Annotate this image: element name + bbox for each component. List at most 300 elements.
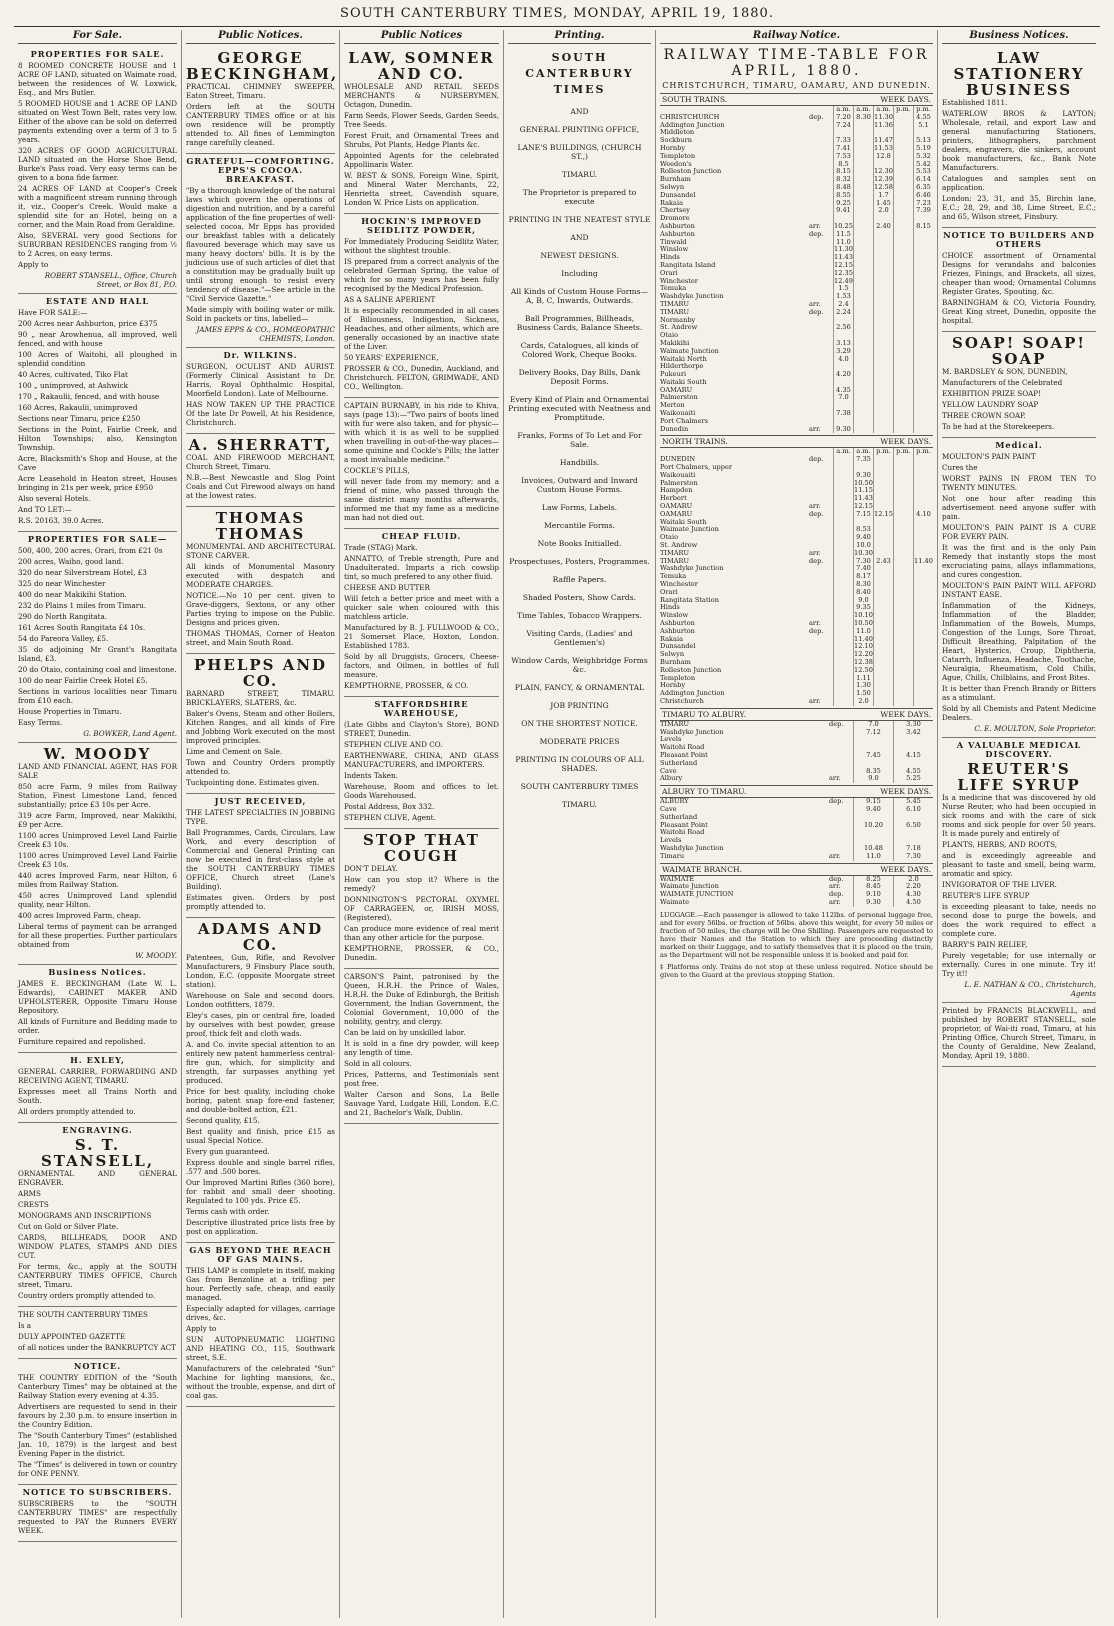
advertisement xyxy=(186,918,335,1243)
ad-paragraph: Forest Fruit, and Ornamental Trees and Shrubs, Pot Plants, Hedge Plants &c. xyxy=(344,131,499,149)
timetable-cell xyxy=(809,589,833,597)
timetable-cell: 1.11 xyxy=(853,675,873,683)
timetable-header-cell: p.m. xyxy=(873,448,893,456)
timetable-cell xyxy=(893,161,913,169)
timetable-cell xyxy=(893,285,913,293)
ad-paragraph: W. BEST & SONS, Foreign Wine, Spirit, and Mineral Water Merchants, 22, Henrietta street, Cavendish square, London W. Price Lists on application. xyxy=(344,171,499,207)
ad-paragraph: SUBSCRIBERS to the "SOUTH CANTERBURY TIMES" are respectfully requested to PAY the Runners EVERY WEEK. xyxy=(18,1499,177,1535)
timetable-cell: 5.19 xyxy=(913,145,933,153)
timetable-cell xyxy=(893,301,913,309)
section-days: WEEK DAYS. xyxy=(880,95,931,104)
ad-paragraph: 8 ROOMED CONCRETE HOUSE and 1 ACRE OF LAND, situated on Waimate road, between the residences of W. Loxwick, Esq., and Mrs Butler. xyxy=(18,61,177,97)
timetable-cell xyxy=(809,122,833,130)
timetable-cell xyxy=(893,667,913,675)
ad-display-name: STOP THAT COUGH xyxy=(363,831,480,865)
ad-heading: GRATEFUL—COMFORTING. EPPS'S COCOA. BREAKFAST. xyxy=(186,156,335,184)
ad-paragraph: Easy Terms. xyxy=(18,718,63,727)
column-heading: Business Notices. xyxy=(942,30,1096,44)
ad-heading: A VALUABLE MEDICAL DISCOVERY. xyxy=(956,740,1082,759)
timetable-cell xyxy=(809,526,833,534)
timetable-cell xyxy=(853,278,873,286)
timetable-cell xyxy=(873,340,893,348)
timetable-cell xyxy=(853,200,873,208)
ad-heading: JUST RECEIVED, xyxy=(214,796,307,806)
timetable-cell: 2.56 xyxy=(833,324,853,332)
ad-paragraph: For terms, &c., apply at the SOUTH CANTERBURY TIMES OFFICE, Church street, Timaru. xyxy=(18,1262,177,1289)
timetable-cell xyxy=(853,285,873,293)
ad-paragraph: 20 do Otaio, containing coal and limestone. xyxy=(18,665,177,674)
timetable-cell xyxy=(809,565,833,573)
advertisement xyxy=(942,228,1096,332)
ad-paragraph: THOMAS THOMAS, Corner of Heaton street, and Main South Road. xyxy=(186,629,335,647)
ad-signature: G. BOWKER, Land Agent. xyxy=(83,729,177,738)
ad-paragraph: "By a thorough knowledge of the natural laws which govern the operations of digestion and nutrition, and by a careful application of the fine properties of well-selected cocoa, Mr Epps has provided our breakfast tables with a delicately flavoured beverage which may save us many heavy doctors' bills. It is by the judicious use of such articles of diet that a constitution may be gradually built up until strong enough to resist every tendency of disease."—See article in the "Civil Service Gazette." xyxy=(186,186,335,303)
station-name: Cave xyxy=(660,767,677,775)
ad-paragraph: DULY APPOINTED GAZETTE xyxy=(18,1332,126,1341)
timetable-cell xyxy=(853,145,873,153)
timetable-cell: 6.50 xyxy=(893,822,933,830)
ads-list xyxy=(942,47,1096,1067)
station-name: WAIMATE xyxy=(660,875,695,883)
timetable-cell: 11.43 xyxy=(854,495,873,503)
timetable-cell: dep. xyxy=(829,720,844,728)
timetable-cell xyxy=(833,604,853,612)
timetable-cell: 8.40 xyxy=(853,589,873,597)
timetable-cell xyxy=(853,293,873,301)
timetable-cell xyxy=(833,675,853,683)
timetable-cell xyxy=(809,495,833,503)
station-name: Selwyn xyxy=(660,183,685,191)
station-name: Addington Junction xyxy=(660,690,725,698)
section-days: WEEK DAYS. xyxy=(880,437,931,447)
timetable-cell xyxy=(893,659,913,667)
timetable-cell xyxy=(913,659,933,667)
timetable-cell xyxy=(809,293,833,301)
ad-heading: ESTATE AND HALL xyxy=(45,296,150,306)
timetable-cell: 4.20 xyxy=(833,371,853,379)
timetable-cell: 7.41 xyxy=(833,145,853,153)
timetable-cell xyxy=(913,363,933,371)
ad-paragraph: Descriptive illustrated price lists free by post on application. xyxy=(186,1218,335,1236)
timetable-cell xyxy=(833,628,853,636)
timetable-cell xyxy=(913,340,933,348)
timetable-cell xyxy=(893,145,913,153)
timetable-cell xyxy=(913,270,933,278)
timetable-cell: 7.38 xyxy=(833,410,853,418)
station-name: Port Chalmers, upper xyxy=(660,464,732,472)
timetable-cell xyxy=(829,744,853,752)
timetable-cell: 9.35 xyxy=(853,604,873,612)
station-name: Temuka xyxy=(660,573,687,581)
station-name: Winchester xyxy=(660,277,698,285)
timetable-cell: 1.7 xyxy=(873,192,893,200)
timetable-cell xyxy=(873,387,893,395)
station-name: Ashburton xyxy=(660,627,695,635)
timetable-cell xyxy=(913,324,933,332)
ad-signature: JAMES EPPS & CO., HOMŒOPATHIC CHEMISTS, London. xyxy=(196,325,335,343)
column-railway xyxy=(656,30,938,1618)
timetable-cell: arr. xyxy=(809,697,821,705)
timetable-cell: arr. xyxy=(809,425,821,433)
timetable-cell xyxy=(913,698,933,706)
ad-paragraph: SUN AUTOPNEUMATIC LIGHTING AND HEATING CO., 115, Southwark street, S.E. xyxy=(186,1335,335,1362)
timetable-cell xyxy=(809,270,833,278)
timetable-cell: 2.40 xyxy=(873,223,893,231)
timetable-cell: 9.40 xyxy=(853,534,873,542)
ad-paragraph: CARSON'S Paint, patronised by the Queen, H.R.H. the Prince of Wales, H.R.H. the Duke of Edinburgh, the British Government, the Indian Government, the Colonial Government, 10,000 of the nobility, gentry, and clergy. xyxy=(344,972,499,1026)
printing-line: Window Cards, Weighbridge Forms &c. xyxy=(511,656,648,674)
timetable-cell xyxy=(893,114,913,122)
station-name: Rolleston Junction xyxy=(660,168,722,176)
timetable-header-cell: a.m. xyxy=(873,106,893,114)
timetable-cell xyxy=(809,682,833,690)
ad-paragraph: 5 ROOMED HOUSE and 1 ACRE OF LAND situated on West Town Belt, rates very low. Either of the above can be sold on deferred payments extending over a term of 3 to 5 years. xyxy=(18,99,177,144)
timetable-cell xyxy=(873,402,893,410)
section-days: WEEK DAYS. xyxy=(880,864,931,874)
timetable-cell: arr. xyxy=(809,549,821,557)
ad-paragraph: 100 „ unimproved, at Ashwick xyxy=(18,381,129,390)
timetable-cell xyxy=(893,628,913,636)
timetable-cell xyxy=(913,246,933,254)
column-heading: Printing. xyxy=(508,30,651,44)
timetable-cell xyxy=(833,550,853,558)
ad-paragraph: 90 „ near Arowhenua, all improved, well fenced, and with house xyxy=(18,330,177,348)
station-name: Dromore xyxy=(660,215,690,223)
timetable-cell xyxy=(873,410,893,418)
timetable-cell xyxy=(893,332,913,340)
ad-paragraph: 100 do near Fairlie Creek Hotel £5. xyxy=(18,676,148,685)
timetable-cell: 2.0 xyxy=(893,876,933,884)
timetable-cell xyxy=(809,145,833,153)
printing-line: Visiting Cards, (Ladies' and Gentlemen's) xyxy=(526,629,633,647)
timetable-cell xyxy=(833,558,853,566)
printing-line: PLAIN, FANCY, & ORNAMENTAL xyxy=(514,683,645,692)
station-name: Cave xyxy=(660,805,677,813)
ad-paragraph: PRACTICAL CHIMNEY SWEEPER, Eaton Street, Timaru. xyxy=(186,82,335,100)
timetable-cell: arr. xyxy=(809,503,821,511)
advertisement xyxy=(18,743,177,965)
timetable-cell: 9.30 xyxy=(853,899,893,907)
ad-paragraph: CHEESE AND BUTTER xyxy=(344,583,430,592)
advertisement xyxy=(942,738,1096,1003)
ad-paragraph: WORST PAINS IN FROM TEN TO TWENTY MINUTES. xyxy=(942,474,1096,492)
timetable-cell: 9.30 xyxy=(853,472,873,480)
timetable-cell xyxy=(809,597,833,605)
station-name: Timaru xyxy=(660,852,685,860)
timetable-cell xyxy=(809,200,833,208)
ad-paragraph: ARMS xyxy=(18,1189,41,1198)
timetable-cell: 7.24 xyxy=(833,122,853,130)
timetable-cell xyxy=(893,293,913,301)
timetable-cell xyxy=(829,752,853,760)
printing-line: Including xyxy=(561,269,598,278)
station-name: Washdyke Junction xyxy=(660,565,724,573)
ad-display-name: W. MOODY xyxy=(43,745,152,763)
ads-list xyxy=(344,47,499,1124)
timetable-cell: 12.38 xyxy=(854,658,873,666)
ad-paragraph: 100 Acres of Waitohi, all ploughed in splendid condition xyxy=(18,350,177,368)
printing-title: SOUTH CANTERBURY TIMES xyxy=(525,51,634,96)
ad-heading: H. EXLEY, xyxy=(70,1055,125,1065)
timetable-cell: 11.0 xyxy=(853,628,873,636)
timetable-cell xyxy=(809,207,833,215)
ad-heading: NOTICE. xyxy=(73,1361,122,1371)
timetable-cell xyxy=(833,363,853,371)
ad-paragraph: Have FOR SALE:— xyxy=(18,308,88,317)
timetable-cell xyxy=(913,426,933,434)
ad-paragraph: It is especially recommended in all cases of Biliousness, Indigestion, Sickness, Headaches, and other ailments, which are generally occasioned by an inactive state of the Liver. xyxy=(344,306,499,351)
ad-paragraph: It is sold in a fine dry powder, will keep any length of time. xyxy=(344,1039,499,1057)
ad-paragraph: All kinds of Furniture and Bedding made to order. xyxy=(18,1017,177,1035)
station-name: Albury xyxy=(660,775,683,783)
timetable-cell: 9.0 xyxy=(853,775,893,783)
timetable-cell xyxy=(873,426,893,434)
timetable-cell xyxy=(913,542,933,550)
timetable-cell: 1.5 xyxy=(833,285,853,293)
timetable-cell xyxy=(853,270,873,278)
station-name: Waitaki South xyxy=(660,518,707,526)
timetable-cell xyxy=(809,184,833,192)
timetable-cell xyxy=(873,254,893,262)
timetable-grid xyxy=(660,448,933,705)
timetable-cell xyxy=(893,246,913,254)
ad-signature: W. MOODY. xyxy=(135,951,177,960)
timetable-cell xyxy=(913,667,933,675)
ad-heading: NOTICE TO SUBSCRIBERS. xyxy=(22,1487,173,1497)
station-name: St. Andrew xyxy=(660,324,698,332)
ad-paragraph: CRESTS xyxy=(18,1200,49,1209)
station-name: Sutherland xyxy=(660,813,698,821)
timetable-cell: 8.25 xyxy=(853,876,893,884)
timetable-cell: 9.10 xyxy=(853,891,893,899)
timetable-cell xyxy=(809,324,833,332)
timetable-cell xyxy=(893,254,913,262)
station-name: WAIMATE JUNCTION xyxy=(660,891,734,899)
timetable-cell: dep. xyxy=(829,798,844,806)
timetable-cell xyxy=(913,581,933,589)
station-name: Washdyke Junction xyxy=(660,844,724,852)
advertisement xyxy=(186,434,335,507)
timetable-cell xyxy=(809,480,833,488)
timetable-cell xyxy=(873,589,893,597)
timetable-cell: dep. xyxy=(809,230,824,238)
station-name: Waimate xyxy=(660,898,689,906)
timetable-cell: 12.8 xyxy=(873,153,893,161)
station-name: Waimate Junction xyxy=(660,347,719,355)
timetable-cell xyxy=(893,207,913,215)
ad-paragraph: STEPHEN CLIVE AND CO. xyxy=(344,740,443,749)
timetable-cell xyxy=(873,620,893,628)
printing-line: AND xyxy=(570,107,589,116)
timetable-cell xyxy=(833,682,853,690)
timetable-cell xyxy=(809,690,833,698)
ad-display-name: LAW STATIONERY BUSINESS xyxy=(953,49,1085,99)
timetable-cell xyxy=(809,239,833,247)
advertisement xyxy=(942,438,1096,738)
timetable-cell: 12.58 xyxy=(874,183,893,191)
timetable-header-cell: a.m. xyxy=(853,106,873,114)
station-name: Hampden xyxy=(660,487,693,495)
timetable-cell xyxy=(809,581,833,589)
timetable-header-cell: p.m. xyxy=(893,448,913,456)
ad-paragraph: To be had at the Storekeepers. xyxy=(942,422,1055,431)
timetable-cell xyxy=(829,829,853,837)
station-name: Hornby xyxy=(660,682,686,690)
ad-paragraph: Established 1811. xyxy=(942,98,1008,107)
timetable-cell xyxy=(913,317,933,325)
timetable-header-cell xyxy=(809,448,833,456)
timetable-cell xyxy=(873,293,893,301)
ad-paragraph: MONOGRAMS AND INSCRIPTIONS xyxy=(18,1211,152,1220)
timetable-cell: 6.35 xyxy=(913,184,933,192)
timetable-cell: 4.10 xyxy=(913,511,933,519)
timetable-cell xyxy=(893,278,913,286)
timetable-cell xyxy=(833,589,853,597)
timetable-cell xyxy=(873,675,893,683)
ad-paragraph: 24 ACRES OF LAND at Cooper's Creek with a magnificent stream running through it, viz., Cooper's Creek. Would make a splendid site for an Hotel, being on a corner, and the Main Road from Geraldine. xyxy=(18,184,177,229)
timetable-cell xyxy=(913,371,933,379)
timetable-cell xyxy=(873,573,893,581)
ad-paragraph: The "South Canterbury Times" (established Jan. 10, 1879) is the largest and best Evening Paper in the district. xyxy=(18,1431,177,1458)
ad-paragraph: Estimates given. Orders by post promptly attended to. xyxy=(186,893,335,911)
printing-line: TIMARU. xyxy=(561,800,598,809)
timetable-cell: 9.15 xyxy=(853,798,893,806)
timetable-cell: 8.45 xyxy=(853,883,893,891)
ad-paragraph: AS A SALINE APERIENT xyxy=(344,295,436,304)
ad-paragraph: Country orders promptly attended to. xyxy=(18,1291,156,1300)
ad-paragraph: Best quality and finish, price £15 as usual Special Notice. xyxy=(186,1127,335,1145)
timetable-cell xyxy=(893,597,913,605)
ad-paragraph: Tuckpointing done. Estimates given. xyxy=(186,778,320,787)
station-name: Levels xyxy=(660,837,682,845)
section-label: ALBURY TO TIMARU. xyxy=(662,787,747,797)
timetable-cell xyxy=(809,402,833,410)
ad-paragraph: MOULTON'S PAIN PAINT xyxy=(942,452,1036,461)
ad-paragraph: All kinds of Monumental Masonry executed with despatch and MODERATE CHARGES. xyxy=(186,562,335,589)
station-name: Palmerston xyxy=(660,479,698,487)
printing-line: NEWEST DESIGNS. xyxy=(540,251,619,260)
ad-heading: CHEAP FLUID. xyxy=(381,531,462,541)
timetable-cell xyxy=(833,480,853,488)
timetable-section-header xyxy=(660,708,933,721)
timetable-cell xyxy=(833,597,853,605)
timetable-cell xyxy=(873,262,893,270)
ad-heading: GAS BEYOND THE REACH OF GAS MAINS. xyxy=(189,1245,332,1264)
timetable-cell xyxy=(873,565,893,573)
timetable-cell xyxy=(829,736,853,744)
ad-paragraph: 1100 acres Unimproved Level Land Fairlie Creek £3 10s. xyxy=(18,831,177,849)
ad-heading: PROPERTIES FOR SALE— xyxy=(27,534,168,544)
timetable-cell xyxy=(833,402,853,410)
ad-paragraph: Acre, Blacksmith's Shop and House, at the Cave xyxy=(18,454,177,472)
timetable-cell xyxy=(893,363,913,371)
ad-paragraph: Town and Country Orders promptly attended to. xyxy=(186,758,335,776)
timetable-cell: 7.0 xyxy=(833,394,853,402)
ad-paragraph: Appointed Agents for the celebrated Appollinaris Water. xyxy=(344,151,499,169)
timetable-cell: 11.40 xyxy=(914,557,933,565)
timetable-cell xyxy=(893,651,913,659)
timetable-cell: 8.15 xyxy=(833,168,853,176)
ad-paragraph: Farm Seeds, Flower Seeds, Garden Seeds, Tree Seeds. xyxy=(344,111,499,129)
section-label: SOUTH TRAINS. xyxy=(662,95,728,104)
timetable-cell xyxy=(873,487,893,495)
timetable-cell xyxy=(893,137,913,145)
timetable-cell xyxy=(873,503,893,511)
timetable-cell: 7.30 xyxy=(853,558,873,566)
section-label: NORTH TRAINS. xyxy=(662,437,728,447)
timetable-cell xyxy=(809,348,833,356)
printing-line: JOB PRINTING xyxy=(550,701,609,710)
ad-paragraph: 161 Acres South Rangitata £4 10s. xyxy=(18,623,146,632)
timetable-cell xyxy=(873,690,893,698)
timetable-cell xyxy=(809,246,833,254)
timetable-cell: 7.40 xyxy=(853,565,873,573)
timetable-cell xyxy=(873,636,893,644)
ad-paragraph: 400 acres Improved Farm, cheap. xyxy=(18,911,141,920)
ad-paragraph: SURGEON, OCULIST AND AURIST. (Formerly Clinical Assistant to Dr. Harris, Royal Ophthalmic Hospital, Moorfield London). Late of Melbourne. xyxy=(186,362,335,398)
station-name: TIMARU xyxy=(660,308,690,316)
timetable-cell: 11.47 xyxy=(874,137,893,145)
timetable-cell: 8.35 xyxy=(853,768,893,776)
printing-line: Handbills. xyxy=(559,458,600,467)
station-name: Rakaia xyxy=(660,199,684,207)
ad-paragraph: 450 acres Unimproved Land splendid quality, near Hilton. xyxy=(18,891,177,909)
timetable-cell xyxy=(913,129,933,137)
timetable-cell xyxy=(913,278,933,286)
timetable-cell xyxy=(893,636,913,644)
ad-paragraph: Patentees, Gun, Rifle, and Revolver Manufacturers, 9 Finsbury Place south, London, E.C. (opposite Moorgate street station). xyxy=(186,953,335,989)
timetable-cell: dep. xyxy=(809,627,824,635)
timetable-cell: 12.39 xyxy=(874,176,893,184)
ads-list xyxy=(18,47,177,1542)
timetable-cell xyxy=(873,356,893,364)
timetable-cell xyxy=(853,223,873,231)
advertisement xyxy=(18,1053,177,1123)
timetable-cell: 7.45 xyxy=(853,752,893,760)
timetable-cell: 4.50 xyxy=(893,899,933,907)
ad-paragraph: 325 do near Winchester xyxy=(18,579,106,588)
ad-paragraph: Cures the xyxy=(942,463,978,472)
advertisement xyxy=(344,398,499,529)
timetable-cell: 4.0 xyxy=(833,356,853,364)
ad-paragraph: Purely vegetable; for use internally or externally. Cures in one minute. Try it! Try it!! xyxy=(942,951,1096,978)
ad-paragraph: Indents Taken. xyxy=(344,771,398,780)
station-name: Waimate Junction xyxy=(660,883,719,891)
timetable-cell xyxy=(829,845,853,853)
ad-paragraph: 850 acre Farm, 9 miles from Railway Station, Finest Limestone Land, fenced substantially; price £3 10s per Acre. xyxy=(18,782,177,809)
timetable-cell xyxy=(873,371,893,379)
timetable-cell xyxy=(809,394,833,402)
ad-paragraph: 320 ACRES OF GOOD AGRICULTURAL LAND situated on the Horse Shoe Bend, Burke's Pass road. Very easy terms can be given to a bona fide farmer. xyxy=(18,146,177,182)
ad-paragraph: And TO LET:— xyxy=(18,505,72,514)
ad-heading: ENGRAVING. xyxy=(62,1125,133,1135)
station-name: OAMARU xyxy=(660,386,693,394)
column-public-notices-1 xyxy=(182,30,340,1618)
ad-paragraph: 40 Acres, cultivated, Tiko Flat xyxy=(18,370,128,379)
timetable-cell: 3.13 xyxy=(833,340,853,348)
timetable-cell: 9.40 xyxy=(853,806,893,814)
ad-paragraph: Manufacturers of the Celebrated xyxy=(942,378,1063,387)
timetable-cell xyxy=(873,332,893,340)
timetable-cell: 10.25 xyxy=(834,222,853,230)
timetable-cell: 2.4 xyxy=(833,301,853,309)
printing-line: PRINTING IN THE NEATEST STYLE xyxy=(508,215,651,224)
station-name: Sockburn xyxy=(660,137,693,145)
ad-display-name: S. T. STANSELL, xyxy=(40,1136,155,1170)
ad-paragraph: CHOICE assortment of Ornamental Designs for verandahs and balconies Friezes, Finings, and Brackets, all sizes, cheaper than wood; Ornamental Columns Register Grates, Spouting, &c. xyxy=(942,251,1096,296)
timetable-cell xyxy=(913,394,933,402)
station-name: Ashburton xyxy=(660,230,695,238)
